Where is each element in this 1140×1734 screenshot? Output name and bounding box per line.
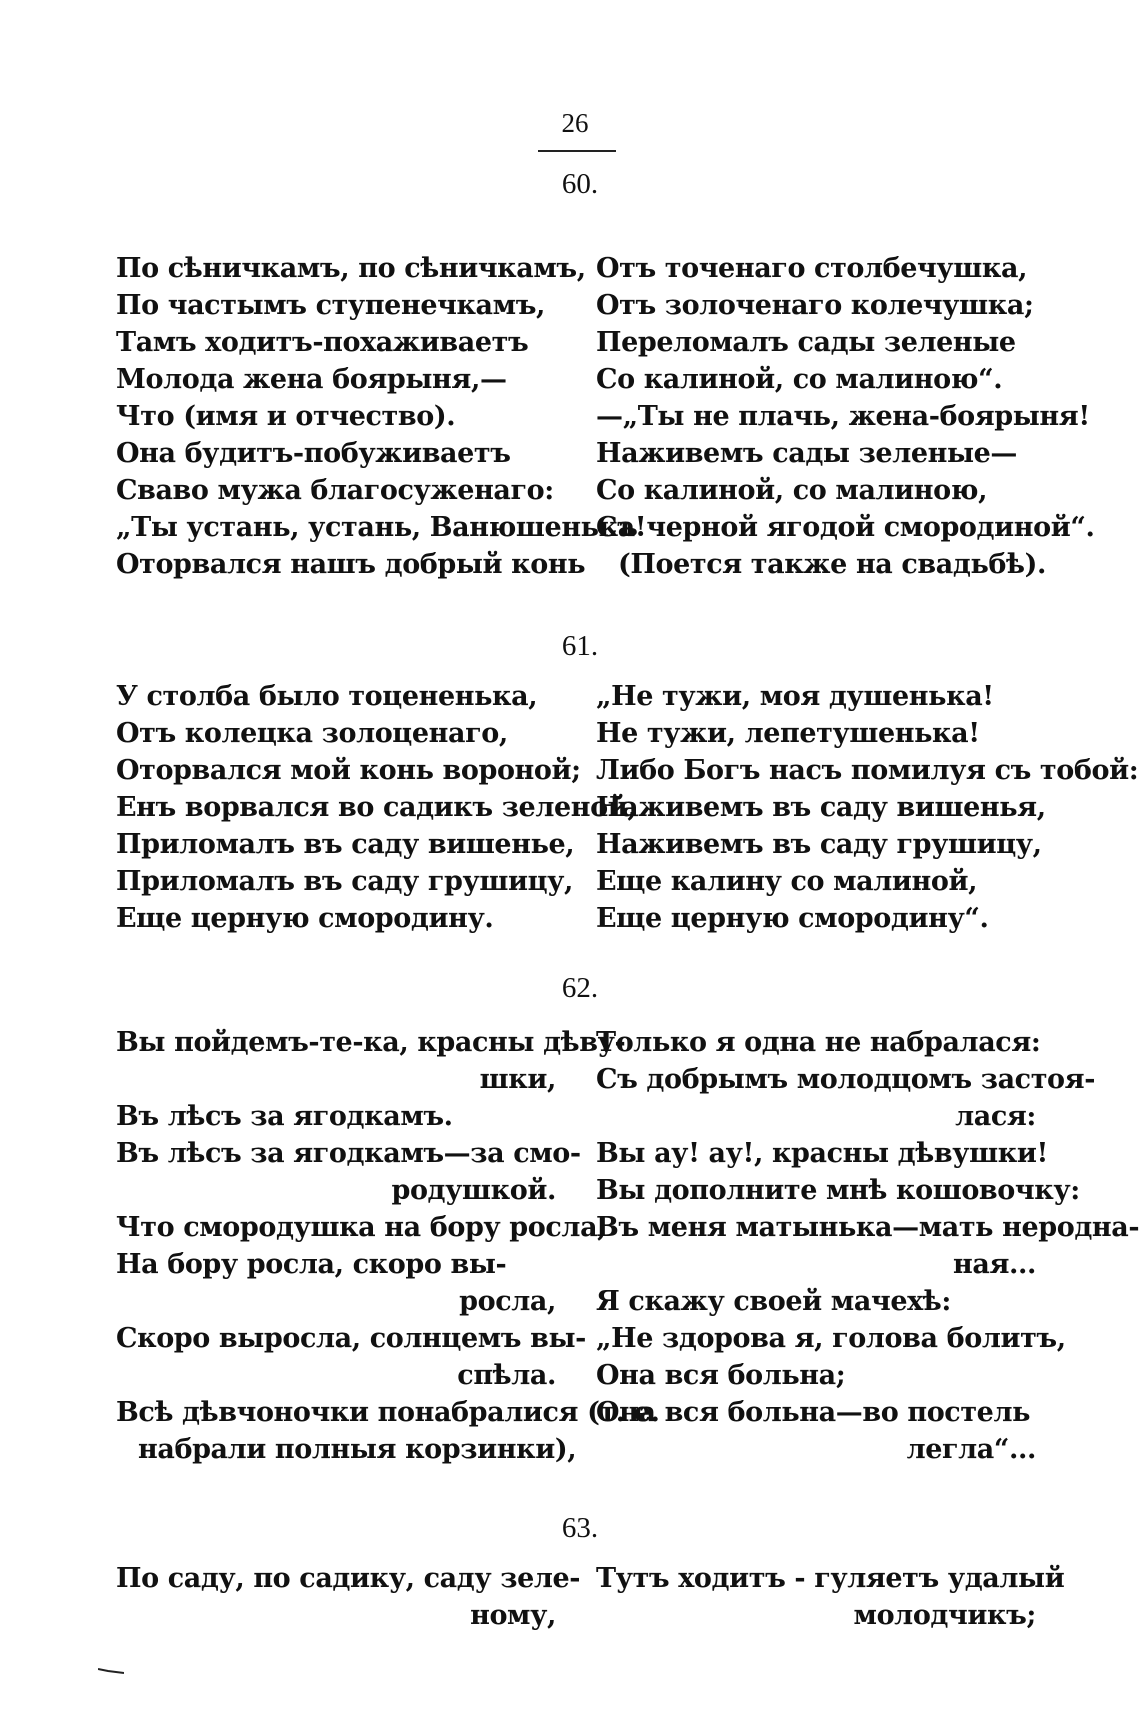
verse-line: Наживемъ сады зеленые— <box>596 438 1018 469</box>
verse-line: Тамъ ходитъ-похаживаетъ <box>116 327 529 358</box>
verse-line-continuation: лася: <box>955 1101 1036 1132</box>
verse-line-continuation: шки, <box>479 1064 556 1095</box>
verse-line: Переломалъ сады зеленые <box>596 327 1016 358</box>
verse-line-continuation: родушкой. <box>391 1175 556 1206</box>
verse-line: Отъ золоченаго колечушка; <box>596 290 1034 321</box>
verse-line: Отъ колецка золоценаго, <box>116 718 508 749</box>
verse-line: Отъ точенаго столбечушка, <box>596 253 1028 284</box>
verse-line: Еще калину со малиной, <box>596 866 978 897</box>
verse-line: Она вся больна; <box>596 1360 846 1391</box>
verse-line: Скоро выросла, солнцемъ вы- <box>116 1323 586 1354</box>
song-number-63: 63. <box>561 1512 599 1544</box>
verse-line: Не тужи, лепетушенька! <box>596 718 980 749</box>
verse-line: Со калиной, со малиною, <box>596 475 988 506</box>
song-62-left-column <box>116 1024 660 1468</box>
verse-line: —„Ты не плачь, жена-боярыня! <box>596 401 1090 432</box>
verse-line-continuation: набрали полныя корзинки), <box>138 1434 577 1465</box>
song-60-right-column <box>596 250 1095 583</box>
verse-line: Сваво мужа благосуженаго: <box>116 475 554 506</box>
verse-line: Еще церную смородину. <box>116 903 494 934</box>
verse-line: Вы дополните мнѣ кошовочку: <box>596 1175 1080 1206</box>
verse-line: Оторвался мой конь вороной; <box>116 755 581 786</box>
verse-line: Тутъ ходитъ - гуляетъ удалый <box>596 1563 1065 1594</box>
verse-note: (Поется также на свадьбѣ). <box>618 549 1046 580</box>
verse-line: Наживемъ въ саду грушицу, <box>596 829 1042 860</box>
verse-line: Что (имя и отчество). <box>116 401 456 432</box>
verse-line: Либо Богъ насъ помилуя съ тобой: <box>596 755 1139 786</box>
page-number: 26 <box>561 108 589 138</box>
verse-line: „Не тужи, моя душенька! <box>596 681 994 712</box>
verse-line: Въ меня матынька—мать неродна- <box>596 1212 1140 1243</box>
verse-line: По сѣничкамъ, по сѣничкамъ, <box>116 253 586 284</box>
song-61-left-column <box>116 678 637 937</box>
verse-line: Съ черной ягодой смородиной“. <box>596 512 1095 543</box>
verse-line: У столба было тоцененька, <box>116 681 538 712</box>
song-number-62: 62. <box>561 972 599 1004</box>
song-number-61: 61. <box>561 630 599 662</box>
verse-line: Всѣ дѣвчоночки понабралися (т. е. <box>116 1397 660 1428</box>
verse-line: Еще церную смородину“. <box>596 903 989 934</box>
verse-line: Въ лѣсъ за ягодкамъ. <box>116 1101 453 1132</box>
song-number-60: 60. <box>561 168 599 200</box>
verse-line-continuation: ная... <box>952 1249 1036 1280</box>
verse-line: Вы ау! ау!, красны дѣвушки! <box>596 1138 1048 1169</box>
verse-line: „Ты устань, устань, Ванюшенька! <box>116 512 647 543</box>
verse-line: Я скажу своей мачехѣ: <box>596 1286 951 1317</box>
verse-line-continuation: легла“... <box>906 1434 1036 1465</box>
verse-line: Въ лѣсъ за ягодкамъ—за смо- <box>116 1138 581 1169</box>
song-63-right-column <box>596 1560 1065 1634</box>
verse-line-continuation: росла, <box>459 1286 556 1317</box>
verse-line: Она вся больна—во постель <box>596 1397 1031 1428</box>
verse-line: Она будитъ-побуживаетъ <box>116 438 511 469</box>
verse-line: Наживемъ въ саду вишенья, <box>596 792 1046 823</box>
verse-line: Со калиной, со малиною“. <box>596 364 1003 395</box>
page-number-rule <box>538 150 616 152</box>
song-62-right-column <box>596 1024 1140 1468</box>
verse-line-continuation: ному, <box>470 1600 556 1631</box>
verse-line: Что смородушка на бору росла, <box>116 1212 607 1243</box>
verse-line: „Не здорова я, голова болитъ, <box>596 1323 1066 1354</box>
song-61-right-column <box>596 678 1139 937</box>
verse-line: По частымъ ступенечкамъ, <box>116 290 546 321</box>
verse-line: Оторвался нашъ добрый конь <box>116 549 586 580</box>
verse-line: Молода жена боярыня,— <box>116 364 507 395</box>
verse-line-continuation: спѣла. <box>457 1360 556 1391</box>
verse-line: Приломалъ въ саду грушицу, <box>116 866 574 897</box>
verse-line: Енъ ворвался во садикъ зеленой, <box>116 792 637 823</box>
verse-line: Только я одна не набралася: <box>596 1027 1041 1058</box>
verse-line: Приломалъ въ саду вишенье, <box>116 829 575 860</box>
verse-line: На бору росла, скоро вы- <box>116 1249 507 1280</box>
verse-line-continuation: молодчикъ; <box>853 1600 1036 1631</box>
verse-line: Съ добрымъ молодцомъ застоя- <box>596 1064 1096 1095</box>
song-60-left-column <box>116 250 647 583</box>
song-63-left-column <box>116 1560 581 1634</box>
scan-speck <box>98 1668 124 1674</box>
verse-line: Вы пойдемъ-те-ка, красны дѣву- <box>116 1027 626 1058</box>
verse-line: По саду, по садику, саду зеле- <box>116 1563 581 1594</box>
